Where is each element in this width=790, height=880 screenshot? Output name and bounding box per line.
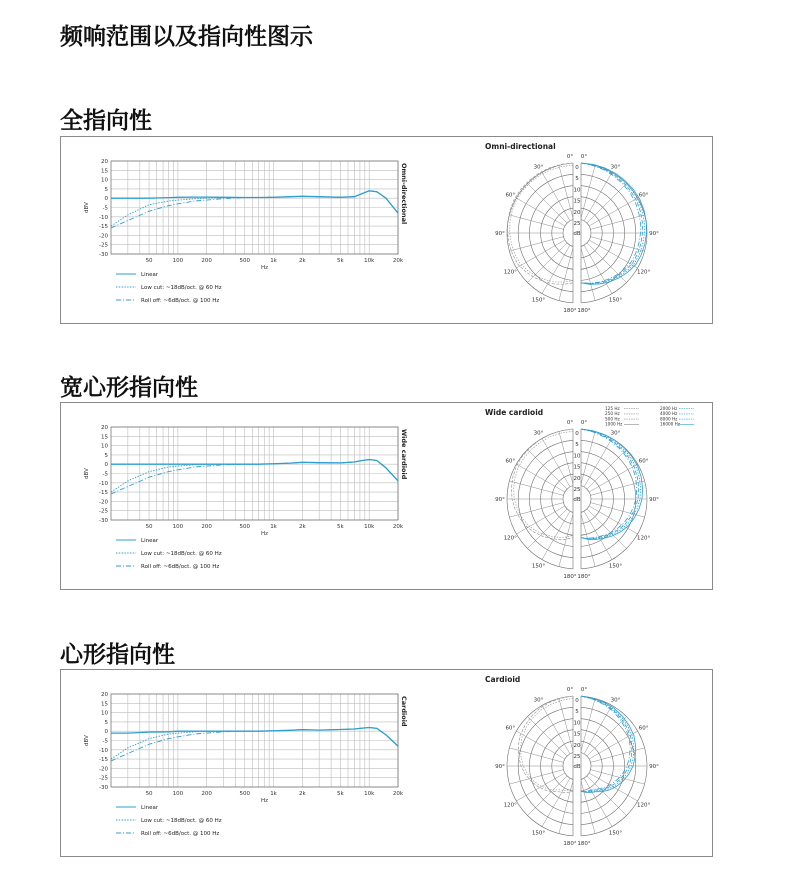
y-tick-label: -20 bbox=[99, 766, 108, 773]
chart-vertical-label: Omni-directional bbox=[400, 163, 408, 225]
polar-spoke bbox=[559, 247, 573, 301]
polar-spoke bbox=[559, 165, 573, 219]
series-line-1 bbox=[111, 191, 398, 226]
polar-spoke bbox=[581, 780, 595, 834]
polar-db-label: 25 bbox=[573, 221, 581, 227]
frequency-response-chart bbox=[84, 159, 408, 304]
polar-spoke bbox=[581, 431, 595, 485]
polar-angle-label: 90° bbox=[649, 497, 659, 503]
polar-low-frequency-curve bbox=[521, 698, 573, 790]
x-tick-label: 200 bbox=[201, 791, 212, 797]
x-tick-label: 1k bbox=[270, 524, 277, 530]
polar-spoke bbox=[591, 237, 645, 251]
section-title-omni: 全指向性 bbox=[60, 108, 152, 134]
polar-db-label: 25 bbox=[573, 487, 581, 493]
polar-response-curve bbox=[581, 429, 643, 540]
y-tick-label: 20 bbox=[101, 159, 108, 165]
x-tick-label: 2k bbox=[298, 258, 306, 264]
polar-legend-label: 1000 Hz bbox=[605, 421, 623, 427]
x-tick-label: 20k bbox=[392, 791, 404, 797]
y-tick-label: -30 bbox=[99, 252, 108, 258]
section-title-cardioid: 心形指向性 bbox=[60, 642, 175, 668]
polar-angle-label: 180° bbox=[563, 574, 577, 580]
polar-angle-label: 60° bbox=[638, 192, 649, 199]
polar-angle-label: 90° bbox=[649, 764, 659, 770]
y-tick-label: 0 bbox=[104, 462, 108, 469]
polar-spoke bbox=[587, 776, 627, 816]
x-axis-label: Hz bbox=[260, 531, 269, 537]
x-tick-label: 1k bbox=[270, 258, 277, 264]
polar-spoke bbox=[587, 509, 627, 549]
polar-angle-label: 30° bbox=[610, 697, 621, 704]
polar-legend-label: 8000 Hz bbox=[660, 416, 678, 422]
polar-spoke bbox=[581, 165, 595, 219]
x-tick-label: 5k bbox=[337, 258, 344, 264]
polar-spoke bbox=[587, 717, 627, 757]
y-tick-label: 0 bbox=[104, 729, 108, 736]
legend-label: Low cut: ~18dB/oct. @ 60 Hz bbox=[141, 818, 222, 824]
polar-angle-label: 60° bbox=[505, 458, 516, 465]
polar-angle-label: 120° bbox=[637, 269, 651, 276]
polar-spoke bbox=[528, 450, 568, 490]
y-tick-label: -10 bbox=[99, 480, 108, 487]
polar-db-label: 15 bbox=[573, 464, 581, 471]
polar-angle-label: 120° bbox=[637, 802, 651, 809]
frequency-response-chart bbox=[84, 692, 408, 837]
y-tick-label: 10 bbox=[101, 177, 108, 184]
y-axis-label: dBV bbox=[84, 468, 90, 479]
polar-spoke bbox=[581, 698, 595, 752]
x-tick-label: 50 bbox=[145, 791, 153, 797]
chart-panel-wide-cardioid bbox=[60, 402, 713, 590]
polar-angle-label: 90° bbox=[495, 231, 505, 237]
y-tick-label: -30 bbox=[99, 518, 108, 524]
polar-legend-label: 4000 Hz bbox=[660, 411, 678, 417]
y-tick-label: 10 bbox=[101, 443, 108, 450]
polar-spoke bbox=[591, 503, 645, 517]
polar-db-label: 20 bbox=[573, 742, 581, 749]
polar-angle-label: 0° bbox=[566, 687, 574, 693]
x-tick-label: 100 bbox=[172, 524, 184, 530]
polar-spoke bbox=[509, 481, 563, 495]
polar-angle-label: 60° bbox=[505, 725, 516, 732]
y-tick-label: -25 bbox=[99, 242, 108, 249]
polar-spoke bbox=[528, 776, 568, 816]
y-axis-label: dBV bbox=[84, 202, 90, 213]
polar-db-label: 20 bbox=[573, 209, 581, 216]
x-tick-label: 2k bbox=[298, 524, 306, 530]
x-tick-label: 500 bbox=[239, 258, 250, 264]
polar-angle-label: 150° bbox=[608, 297, 623, 304]
polar-db-label: 15 bbox=[573, 198, 581, 205]
y-tick-label: 5 bbox=[104, 719, 108, 726]
legend-label: Low cut: ~18dB/oct. @ 60 Hz bbox=[141, 285, 222, 291]
polar-legend-label: 250 Hz bbox=[605, 411, 620, 417]
series-line-0 bbox=[111, 191, 398, 213]
polar-db-label: 15 bbox=[573, 731, 581, 738]
polar-response-curve bbox=[581, 429, 637, 538]
polar-angle-label: 180° bbox=[563, 308, 577, 314]
polar-legend-label: 2000 Hz bbox=[660, 406, 678, 411]
x-tick-label: 50 bbox=[145, 524, 153, 530]
polar-title: Wide cardioid bbox=[485, 408, 544, 417]
polar-angle-label: 150° bbox=[531, 563, 546, 570]
polar-spoke bbox=[587, 450, 627, 490]
y-tick-label: -20 bbox=[99, 499, 108, 506]
x-tick-label: 5k bbox=[337, 791, 344, 797]
x-tick-label: 500 bbox=[239, 791, 250, 797]
y-tick-label: 20 bbox=[101, 425, 108, 431]
chart-vertical-label: Wide cardioid bbox=[400, 429, 408, 480]
polar-angle-label: 0° bbox=[566, 154, 574, 160]
polar-angle-label: 180° bbox=[563, 841, 577, 847]
polar-angle-label: 30° bbox=[610, 164, 621, 171]
polar-spoke bbox=[559, 780, 573, 834]
polar-spoke bbox=[528, 717, 568, 757]
polar-angle-label: 120° bbox=[503, 802, 517, 809]
y-tick-label: 5 bbox=[104, 186, 108, 193]
chart-panel-omni bbox=[60, 136, 713, 324]
legend-label: Linear bbox=[141, 538, 159, 544]
page-title: 频响范围以及指向性图示 bbox=[60, 24, 313, 50]
polar-angle-label: 30° bbox=[610, 430, 621, 437]
y-tick-label: -5 bbox=[102, 471, 108, 478]
polar-spoke bbox=[528, 184, 568, 224]
legend-label: Low cut: ~18dB/oct. @ 60 Hz bbox=[141, 551, 222, 557]
x-tick-label: 1k bbox=[270, 791, 277, 797]
x-tick-label: 20k bbox=[392, 524, 404, 530]
legend-label: Roll off: ~6dB/oct. @ 100 Hz bbox=[141, 298, 220, 304]
polar-angle-label: 90° bbox=[495, 497, 505, 503]
polar-angle-label: 0° bbox=[580, 154, 588, 160]
x-tick-label: 2k bbox=[298, 791, 306, 797]
y-tick-label: 15 bbox=[101, 168, 108, 175]
polar-angle-label: 150° bbox=[531, 297, 546, 304]
polar-angle-label: 0° bbox=[580, 687, 588, 693]
y-tick-label: -5 bbox=[102, 738, 108, 745]
polar-spoke bbox=[559, 698, 573, 752]
y-tick-label: 10 bbox=[101, 710, 108, 717]
x-tick-label: 20k bbox=[392, 258, 404, 264]
y-tick-label: -10 bbox=[99, 747, 108, 754]
polar-response-curve bbox=[581, 429, 641, 539]
y-tick-label: -5 bbox=[102, 205, 108, 212]
y-tick-label: -15 bbox=[99, 757, 108, 764]
polar-spoke bbox=[591, 748, 645, 762]
legend-label: Roll off: ~6dB/oct. @ 100 Hz bbox=[141, 564, 220, 570]
x-tick-label: 100 bbox=[172, 791, 184, 797]
polar-angle-label: 150° bbox=[608, 830, 623, 837]
polar-angle-label: 180° bbox=[577, 574, 591, 580]
polar-plot bbox=[485, 675, 659, 847]
y-tick-label: -25 bbox=[99, 508, 108, 515]
polar-db-label: 10 bbox=[573, 453, 581, 460]
polar-angle-label: 30° bbox=[533, 697, 544, 704]
x-tick-label: 500 bbox=[239, 524, 250, 530]
y-tick-label: -15 bbox=[99, 224, 108, 231]
y-tick-label: 15 bbox=[101, 701, 108, 708]
x-tick-label: 200 bbox=[201, 258, 212, 264]
x-tick-label: 5k bbox=[337, 524, 344, 530]
polar-angle-label: 30° bbox=[533, 164, 544, 171]
y-tick-label: 5 bbox=[104, 452, 108, 459]
x-axis-label: Hz bbox=[260, 265, 269, 271]
polar-spoke bbox=[509, 748, 563, 762]
polar-db-label: 0 bbox=[575, 165, 579, 171]
y-tick-label: -20 bbox=[99, 233, 108, 240]
x-tick-label: 200 bbox=[201, 524, 212, 530]
polar-db-label: 5 bbox=[575, 709, 579, 716]
polar-spoke bbox=[591, 770, 645, 784]
polar-angle-label: 150° bbox=[608, 563, 623, 570]
polar-db-label: 20 bbox=[573, 475, 581, 482]
polar-spoke bbox=[587, 184, 627, 224]
x-tick-label: 10k bbox=[364, 791, 375, 797]
section-title-wide-cardioid: 宽心形指向性 bbox=[60, 375, 198, 401]
polar-db-label: 5 bbox=[575, 442, 579, 449]
chart-svg-omni bbox=[61, 137, 712, 323]
polar-title: Cardioid bbox=[485, 675, 521, 684]
legend-label: Linear bbox=[141, 805, 159, 811]
polar-db-label: 10 bbox=[573, 187, 581, 194]
polar-angle-label: 0° bbox=[580, 420, 588, 426]
x-tick-label: 10k bbox=[364, 524, 375, 530]
y-tick-label: 20 bbox=[101, 692, 108, 698]
y-tick-label: 0 bbox=[104, 196, 108, 203]
polar-response-curve bbox=[581, 163, 641, 283]
y-tick-label: 15 bbox=[101, 434, 108, 441]
polar-db-label: dB bbox=[573, 231, 581, 237]
polar-legend-label: 125 Hz bbox=[605, 406, 620, 411]
polar-db-label: 25 bbox=[573, 754, 581, 760]
polar-angle-label: 30° bbox=[533, 430, 544, 437]
polar-legend-label: 500 Hz bbox=[605, 416, 620, 422]
polar-plot bbox=[485, 142, 659, 314]
y-tick-label: -25 bbox=[99, 775, 108, 782]
polar-angle-label: 150° bbox=[531, 830, 546, 837]
x-tick-label: 50 bbox=[145, 258, 153, 264]
chart-panel-cardioid bbox=[60, 669, 713, 857]
chart-vertical-label: Cardioid bbox=[400, 696, 408, 727]
series-line-0 bbox=[111, 728, 398, 747]
polar-legend-label: 16000 Hz bbox=[660, 421, 680, 427]
polar-spoke bbox=[559, 431, 573, 485]
polar-spoke bbox=[509, 770, 563, 784]
polar-spoke bbox=[591, 215, 645, 229]
polar-plot bbox=[485, 406, 694, 580]
frequency-response-chart bbox=[84, 425, 408, 570]
polar-db-label: dB bbox=[573, 497, 581, 503]
y-tick-label: -10 bbox=[99, 214, 108, 221]
legend-label: Roll off: ~6dB/oct. @ 100 Hz bbox=[141, 831, 220, 837]
x-tick-label: 10k bbox=[364, 258, 375, 264]
polar-angle-label: 60° bbox=[638, 458, 649, 465]
y-tick-label: -30 bbox=[99, 785, 108, 791]
y-axis-label: dBV bbox=[84, 735, 90, 746]
polar-db-label: 0 bbox=[575, 431, 579, 437]
polar-spoke bbox=[528, 509, 568, 549]
polar-db-label: 0 bbox=[575, 698, 579, 704]
polar-angle-label: 120° bbox=[503, 269, 517, 276]
polar-low-frequency-curve bbox=[511, 429, 573, 540]
polar-db-label: dB bbox=[573, 764, 581, 770]
polar-angle-label: 180° bbox=[577, 841, 591, 847]
polar-title: Omni-directional bbox=[485, 142, 556, 151]
polar-angle-label: 90° bbox=[649, 231, 659, 237]
polar-angle-label: 60° bbox=[505, 192, 516, 199]
chart-svg-cardioid bbox=[61, 670, 712, 856]
polar-angle-label: 120° bbox=[503, 535, 517, 542]
polar-db-label: 10 bbox=[573, 720, 581, 727]
chart-svg-wide-cardioid bbox=[61, 403, 712, 589]
polar-spoke bbox=[509, 237, 563, 251]
y-tick-label: -15 bbox=[99, 490, 108, 497]
polar-db-label: 5 bbox=[575, 176, 579, 183]
x-tick-label: 100 bbox=[172, 258, 184, 264]
polar-spoke bbox=[509, 215, 563, 229]
x-axis-label: Hz bbox=[260, 798, 269, 804]
polar-angle-label: 0° bbox=[566, 420, 574, 426]
legend-label: Linear bbox=[141, 272, 159, 278]
polar-angle-label: 60° bbox=[638, 725, 649, 732]
polar-angle-label: 90° bbox=[495, 764, 505, 770]
polar-spoke bbox=[581, 247, 595, 301]
polar-angle-label: 120° bbox=[637, 535, 651, 542]
polar-angle-label: 180° bbox=[577, 308, 591, 314]
